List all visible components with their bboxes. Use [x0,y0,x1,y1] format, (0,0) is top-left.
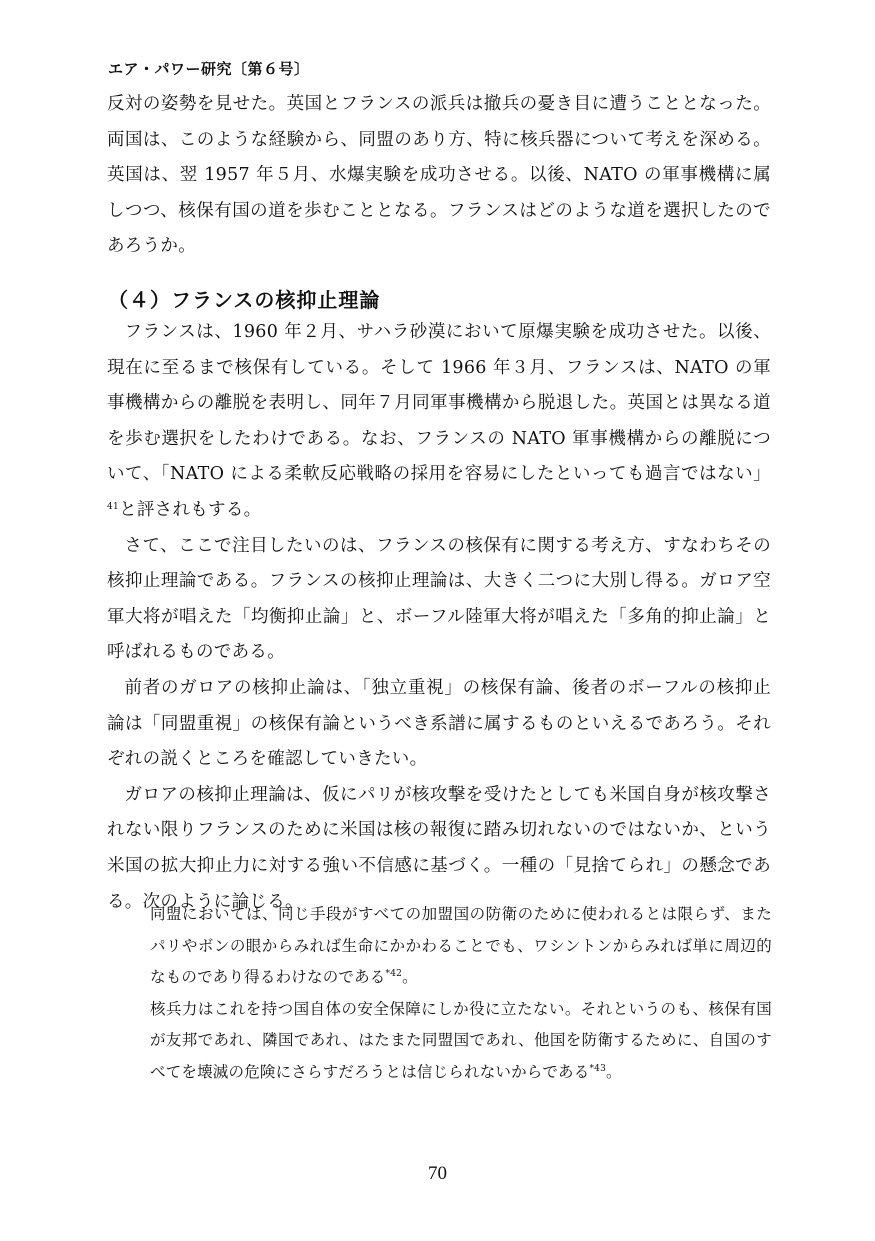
quote-2-text: 核兵力はこれを持つ国自体の安全保障にしか役に立たない。それというのも、核保有国が友邦であれ、隣国であれ、はたまた同盟国であれ、他国を防衛するために、自国のすべてを壊滅の危険にさらすだろうとは信じられないからである [150,999,772,1081]
running-header: エア・パワー研究〔第６号〕 [108,60,310,78]
paragraph-4: ガロアの核抑止理論は、仮にパリが核攻撃を受けたとしても米国自身が核攻撃されない限りフランスのために米国は核の報復に踏み切れないのではないか、という米国の拡大抑止力に対する強い不信感に基づく。一種の「見捨てられ」の懸念である。次のように論じる。 [107,784,771,912]
footnote-ref-42: *42 [385,969,403,979]
intro-paragraph: 反対の姿勢を見せた。英国とフランスの派兵は撤兵の憂き目に遭うこととなった。両国は、このような経験から、同盟のあり方、特に核兵器について考えを深める。英国は、翌 1957 年５月、水爆実験を成功させる。以後、NATO の軍事機構に属しつつ、核保有国の道を歩むこととなる。フランスはどのような道を選択したのであろうか。 [107,94,771,257]
quote-2 [150,994,772,1089]
section-body [107,315,771,920]
block-quote [150,899,772,1088]
intro-block [107,87,771,265]
footnote-ref-43: *43 [589,1063,607,1074]
paragraph-1-text: フランスは、1960 年２月、サハラ砂漠において原爆実験を成功させた。以後、現在に至るまで核保有している。そして 1966 年３月、フランスは、NATO の軍事機構からの離脱を表明し、同年７月同軍事機構から脱退した。英国とは異なる道を歩む選択をしたわけである。なお、フランスの NATO 軍事機構からの離脱について、「NATO による柔軟反応戦略の採用を容易にしたといっても過言ではない」 [107,322,771,485]
page-number: 70 [428,1163,447,1184]
footnote-ref-41: 41 [107,501,120,512]
section-heading: （４）フランスの核抑止理論 [108,288,381,312]
quote-1 [150,899,772,994]
paragraph-2: さて、ここで注目したいのは、フランスの核保有に関する考え方、すなわちその核抑止理論である。フランスの核抑止理論は、大きく二つに大別し得る。ガロア空軍大将が唱えた「均衡抑止論」と、ボーフル陸軍大将が唱えた「多角的抑止論」と呼ばれるものである。 [107,535,771,663]
quote-2-end: 。 [606,1062,622,1081]
paragraph-3: 前者のガロアの核抑止論は、「独立重視」の核保有論、後者のボーフルの核抑止論は「同盟重視」の核保有論というべき系譜に属するものといえるであろう。それぞれの説くところを確認していきたい。 [107,677,771,770]
paragraph-1-tail: と評されもする。 [119,499,262,520]
paragraph-1 [107,315,771,529]
quote-1-text: 同盟においては、同じ手段がすべての加盟国の防衛のために使われるとは限らず、またパリやボンの眼からみれば生命にかかわることでも、ワシントンからみれば単に周辺的なものであり得るわけなのである [150,905,772,986]
quote-1-end: 。 [402,968,418,986]
